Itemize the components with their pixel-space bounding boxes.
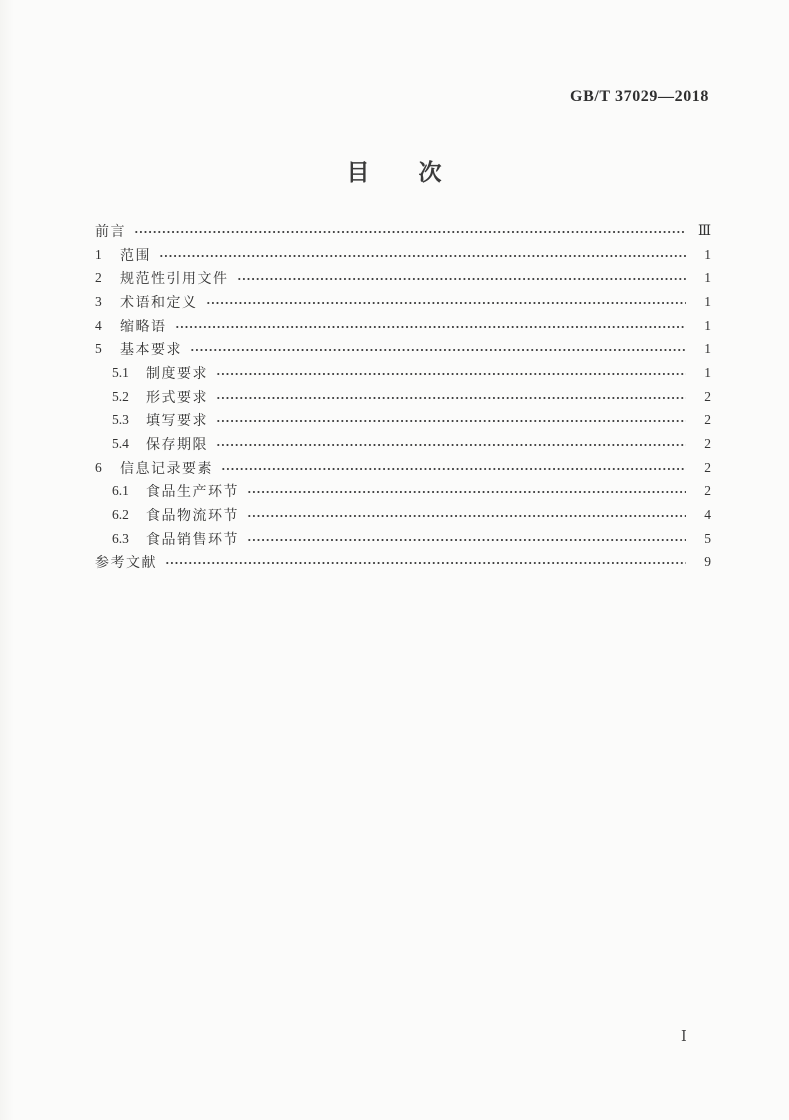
toc-item-number: 6.1 [112, 483, 129, 499]
toc-item-page-number: 5 [704, 530, 711, 546]
toc-item [95, 290, 711, 314]
toc-item-page-number: 2 [704, 388, 711, 404]
toc-item-page-number: 1 [704, 317, 711, 333]
toc-dot-leader [175, 314, 687, 338]
toc-item-label: 食品物流环节 [146, 509, 239, 525]
toc-item-number: 6.3 [112, 530, 129, 546]
toc-item-number: 5 [95, 341, 102, 357]
toc-item [95, 243, 711, 267]
toc-item [95, 219, 711, 243]
page-title: 目 次 [346, 160, 443, 185]
toc-dot-leader [247, 480, 686, 504]
toc-dot-leader [216, 361, 686, 385]
toc-item-label: 术语和定义 [120, 295, 198, 311]
toc-item-number: 6 [95, 459, 102, 475]
toc-dot-leader [134, 219, 686, 243]
toc-item-label: 前言 [95, 224, 126, 240]
toc-dot-leader [165, 551, 686, 575]
toc-item [95, 456, 711, 480]
toc-item-page-number: 2 [704, 436, 711, 452]
toc-item-number: 4 [95, 317, 102, 333]
toc-item-label: 食品生产环节 [146, 485, 239, 501]
toc-item-number: 5.4 [112, 436, 129, 452]
toc-item-label: 保存期限 [146, 438, 208, 454]
toc-item-page-number: 4 [704, 507, 711, 523]
toc-dot-leader [221, 456, 686, 480]
toc-item-number: 6.2 [112, 507, 129, 523]
toc-item-label: 制度要求 [146, 366, 208, 382]
toc-item [95, 266, 711, 290]
toc-item-page-number: 2 [704, 459, 711, 475]
toc-item [95, 432, 711, 456]
toc-item-label: 范围 [120, 248, 151, 264]
toc-item [95, 337, 711, 361]
toc-dot-leader [247, 527, 686, 551]
toc-item [95, 385, 711, 409]
toc-item-page-number: 1 [704, 270, 711, 286]
toc-dot-leader [237, 266, 687, 290]
toc-list [95, 219, 711, 574]
toc-item [95, 409, 711, 433]
toc-item-label: 食品销售环节 [146, 532, 239, 548]
toc-dot-leader [216, 385, 686, 409]
toc-item-label: 填写要求 [146, 414, 208, 430]
toc-item-label: 参考文献 [95, 556, 157, 572]
toc-item [95, 503, 711, 527]
toc-item-label: 规范性引用文件 [120, 272, 229, 288]
toc-item-page-number: 1 [704, 341, 711, 357]
toc-item-page-number: 2 [704, 483, 711, 499]
toc-item-number: 1 [95, 246, 102, 262]
standard-code-header: GB/T 37029—2018 [570, 88, 709, 105]
toc-item [95, 314, 711, 338]
toc-dot-leader [159, 243, 686, 267]
toc-item-number: 2 [95, 270, 102, 286]
toc-item [95, 361, 711, 385]
toc-item-page-number: 1 [704, 293, 711, 309]
footer-page-number: Ⅰ [681, 1029, 688, 1045]
toc-item-label: 缩略语 [120, 319, 167, 335]
toc-item-page-number: 1 [704, 246, 711, 262]
toc-item-page-number: 1 [704, 364, 711, 380]
toc-item-number: 3 [95, 293, 102, 309]
toc-item-number: 5.2 [112, 388, 129, 404]
toc-item-number: 5.3 [112, 412, 129, 428]
toc-item [95, 480, 711, 504]
toc-dot-leader [190, 337, 686, 361]
toc-item-label: 基本要求 [120, 343, 182, 359]
toc-dot-leader [206, 290, 687, 314]
toc-item-label: 信息记录要素 [120, 461, 213, 477]
toc-dot-leader [216, 432, 686, 456]
toc-item-label: 形式要求 [146, 390, 208, 406]
toc-item-number: 5.1 [112, 364, 129, 380]
toc-dot-leader [216, 409, 686, 433]
toc-item [95, 551, 711, 575]
toc-dot-leader [247, 503, 686, 527]
toc-item [95, 527, 711, 551]
toc-item-page-number: Ⅲ [697, 222, 711, 238]
toc-item-page-number: 2 [704, 412, 711, 428]
toc-item-page-number: 9 [704, 554, 711, 570]
